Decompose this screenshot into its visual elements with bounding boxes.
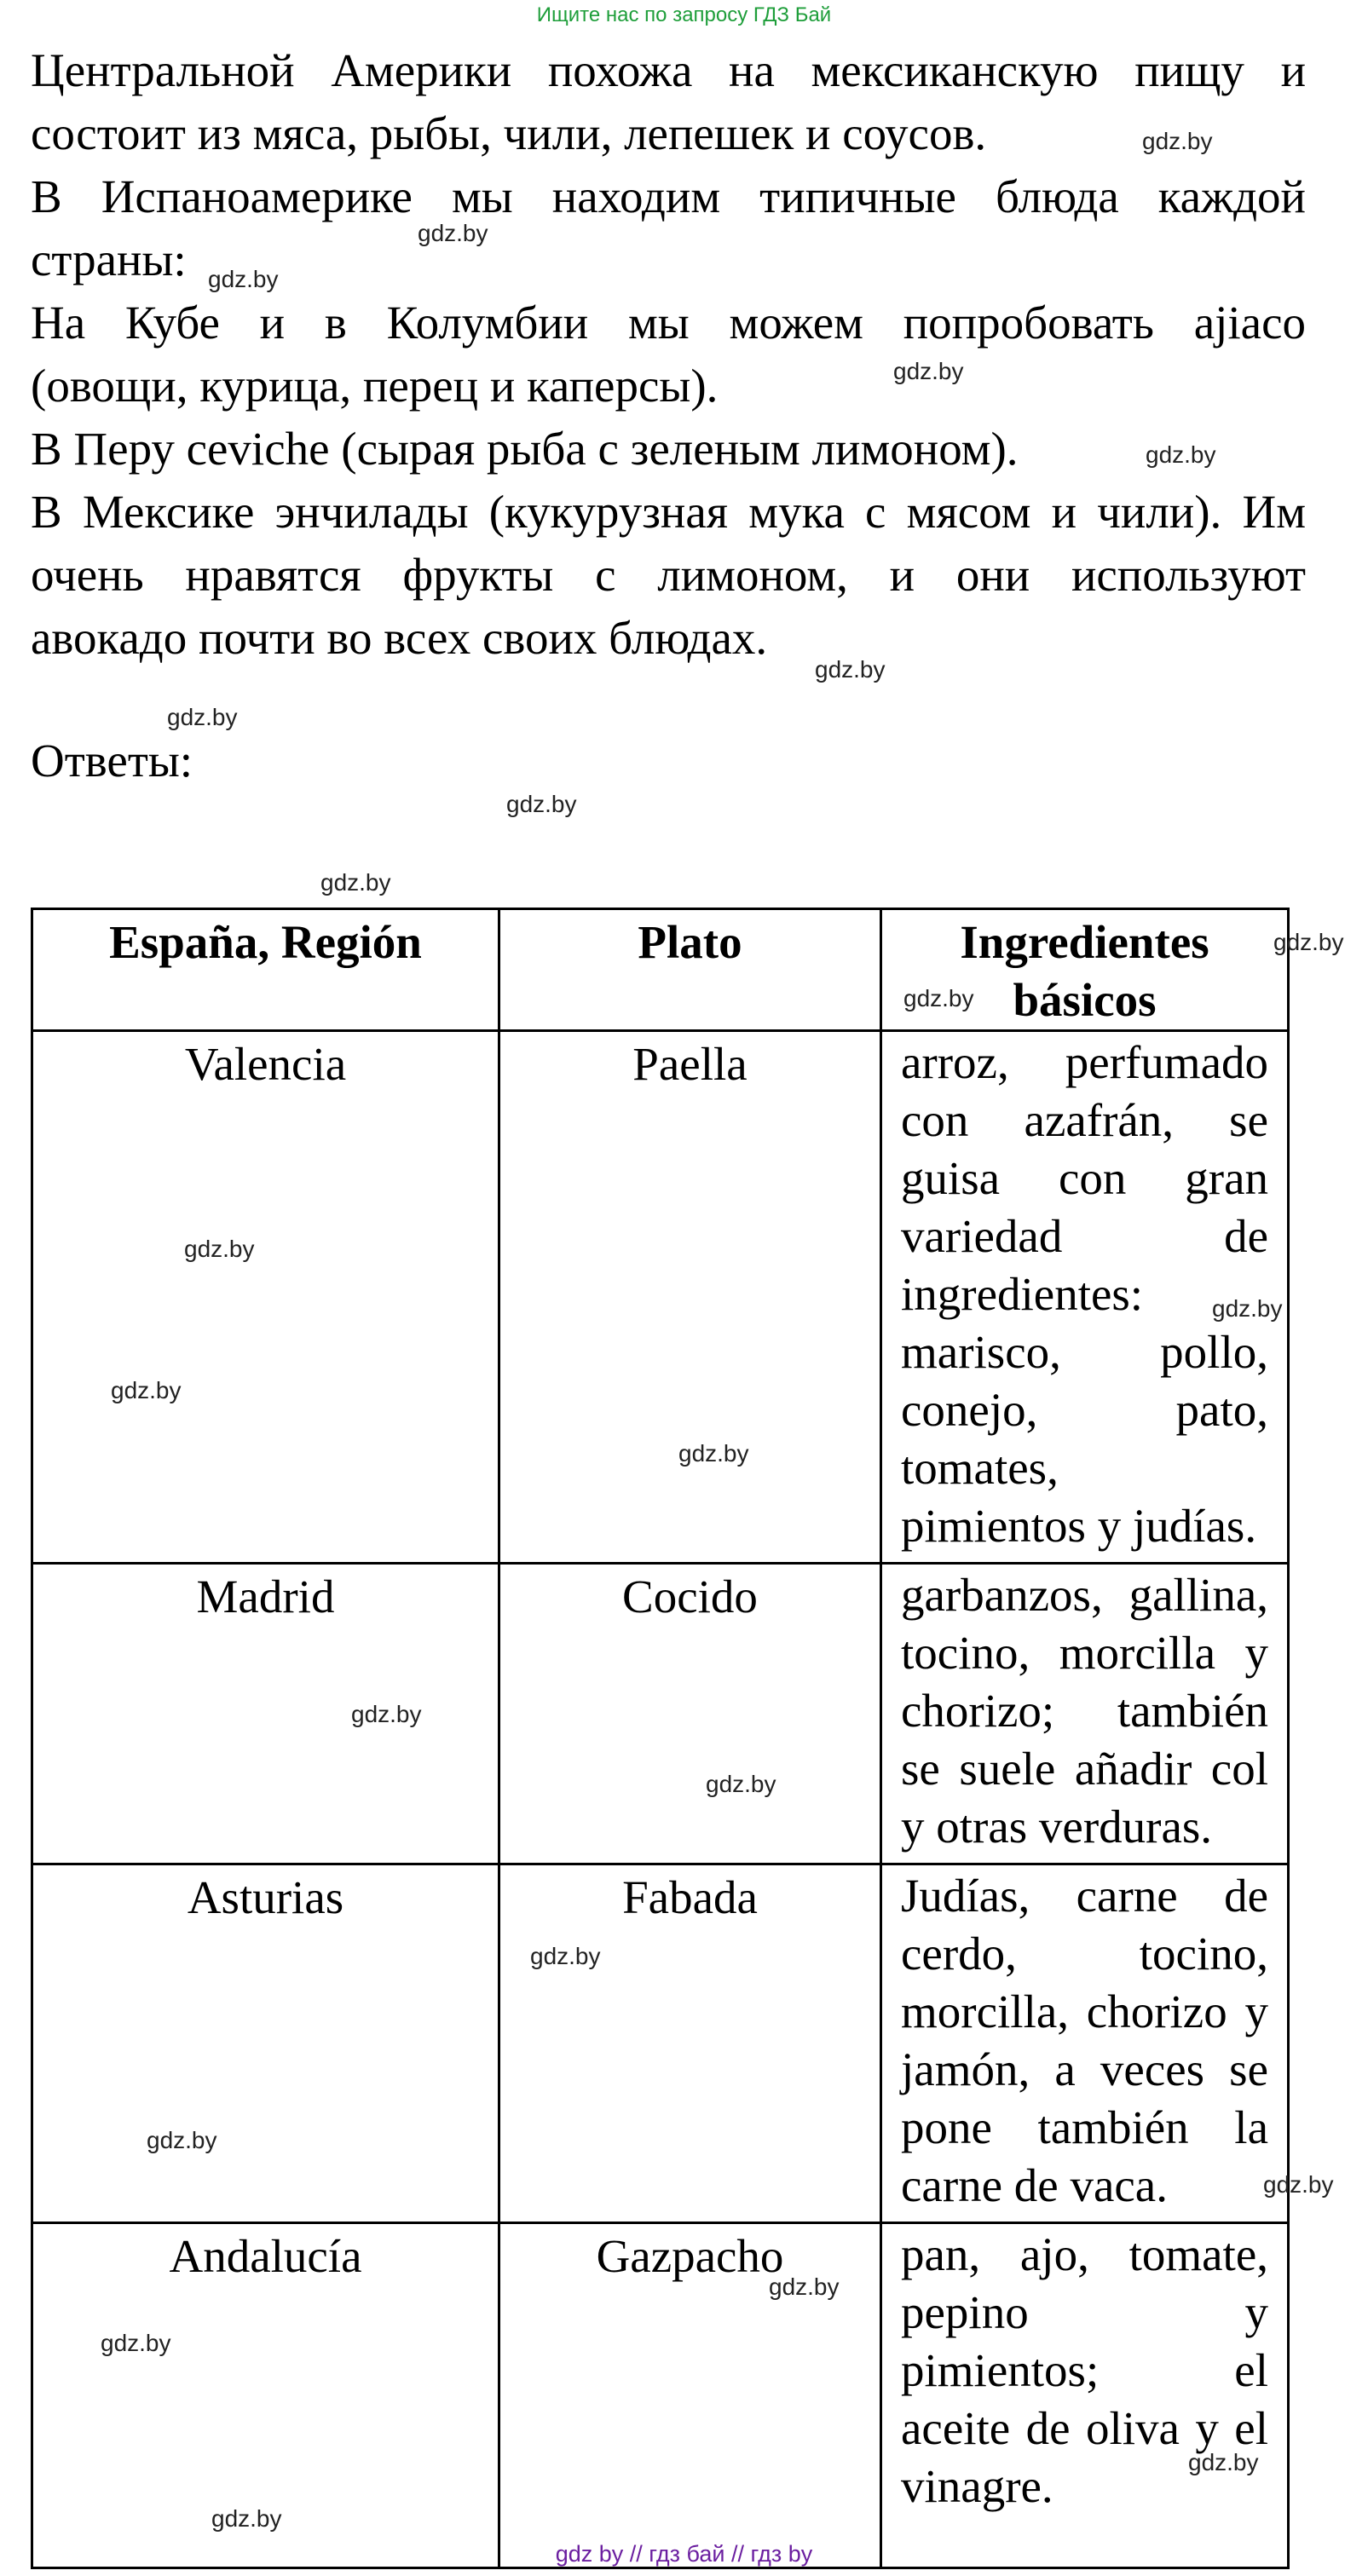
ingredients-line: conejo, pato, xyxy=(901,1384,1268,1436)
paragraph-line: Центральной Америки похожа на мексиканскую пищу и xyxy=(31,44,1306,96)
cell-region: Madrid xyxy=(32,1564,499,1864)
watermark: gdz.by xyxy=(351,1701,422,1727)
paragraph-line: В Испаноамерике мы находим типичные блюда каждой xyxy=(31,170,1306,222)
ingredients-line: pepino y xyxy=(901,2286,1268,2338)
watermark: gdz.by xyxy=(167,704,238,730)
ingredients-line: arroz, perfumado xyxy=(901,1036,1268,1088)
ingredients-line: vinagre. xyxy=(901,2460,1053,2512)
watermark: gdz.by xyxy=(184,1236,255,1262)
header-ingredients-line: Ingredientes xyxy=(960,916,1209,968)
watermark: gdz.by xyxy=(530,1943,601,1969)
watermark: gdz.by xyxy=(101,2330,171,2356)
watermark: gdz.by xyxy=(211,2505,282,2532)
ingredients-line: se suele añadir col xyxy=(901,1743,1268,1795)
watermark: gdz.by xyxy=(111,1377,182,1403)
cell-region: Valencia xyxy=(32,1031,499,1564)
ingredients-line: variedad de xyxy=(901,1210,1268,1262)
ingredients-line: pimientos y judías. xyxy=(901,1500,1257,1552)
cell-dish: Fabada xyxy=(499,1864,881,2223)
ingredients-line: garbanzos, gallina, xyxy=(901,1569,1268,1621)
watermark: gdz.by xyxy=(208,266,279,292)
ingredients-line: pimientos; el xyxy=(901,2344,1268,2396)
header-region: España, Región xyxy=(32,909,499,1031)
paragraph-cuba-colombia xyxy=(31,291,1306,418)
header-ingredients xyxy=(881,909,1289,1031)
watermark: gdz.by xyxy=(1188,2449,1259,2475)
paragraph-mexico xyxy=(31,481,1306,670)
ingredients-line: ingredientes: xyxy=(901,1268,1144,1320)
table-row xyxy=(32,1031,1289,1564)
paragraph-line: В Перу ceviche (сырая рыба с зеленым лимоном). xyxy=(31,423,1019,475)
cell-ingredients xyxy=(881,2223,1289,2568)
ingredients-line: carne de vaca. xyxy=(901,2159,1168,2211)
ingredients-line: Judías, carne de xyxy=(901,1870,1268,1922)
ingredients-line: y otras verduras. xyxy=(901,1801,1213,1853)
paragraph-line: (овощи, курица, перец и каперсы). xyxy=(31,360,719,412)
watermark: gdz.by xyxy=(678,1440,749,1467)
watermark: gdz.by xyxy=(320,869,391,896)
paragraph-line: авокадо почти во всех своих блюдах. xyxy=(31,612,768,664)
cell-dish: Paella xyxy=(499,1031,881,1564)
watermark: gdz.by xyxy=(147,2127,217,2153)
paragraph-line: очень нравятся фрукты с лимоном, и они используют xyxy=(31,549,1306,601)
watermark: gdz.by xyxy=(706,1771,776,1797)
watermark: gdz.by xyxy=(893,358,964,384)
answers-label: Ответы: xyxy=(31,735,193,787)
watermark: gdz.by xyxy=(815,656,886,683)
header-ingredients-line: básicos xyxy=(1013,974,1157,1026)
ingredients-line: pone también la xyxy=(901,2101,1268,2153)
ingredients-line: guisa con gran xyxy=(901,1152,1268,1204)
ingredients-line: morcilla, chorizo y xyxy=(901,1985,1268,2037)
cell-region: Asturias xyxy=(32,1864,499,2223)
top-search-hint-link[interactable]: Ищите нас по запросу ГДЗ Бай xyxy=(536,3,832,26)
paragraph-line: состоит из мяса, рыбы, чили, лепешек и соусов. xyxy=(31,107,987,159)
paragraph-peru xyxy=(31,418,1306,481)
ingredients-line: tomates, xyxy=(901,1442,1059,1494)
cell-dish: Cocido xyxy=(499,1564,881,1864)
watermark: gdz.by xyxy=(506,791,577,817)
header-dish: Plato xyxy=(499,909,881,1031)
watermark: gdz.by xyxy=(1273,929,1344,955)
cell-ingredients xyxy=(881,1564,1289,1864)
watermark: gdz.by xyxy=(769,2273,840,2300)
watermark: gdz.by xyxy=(418,220,488,246)
table-row xyxy=(32,1864,1289,2223)
watermark: gdz.by xyxy=(1146,441,1216,468)
ingredients-line: pan, ajo, tomate, xyxy=(901,2228,1268,2280)
footer-link[interactable]: gdz by // гдз бай // гдз by xyxy=(555,2541,813,2567)
cell-ingredients xyxy=(881,1864,1289,2223)
watermark: gdz.by xyxy=(1142,128,1213,154)
paragraph-central-america xyxy=(31,39,1306,165)
watermark: gdz.by xyxy=(1212,1295,1283,1322)
table-header-row xyxy=(32,909,1289,1031)
cell-dish: Gazpacho xyxy=(499,2223,881,2568)
table-row xyxy=(32,1564,1289,1864)
watermark: gdz.by xyxy=(903,985,974,1011)
paragraph-line: На Кубе и в Колумбии мы можем попробовать ajiaco xyxy=(31,297,1306,349)
ingredients-line: chorizo; también xyxy=(901,1685,1268,1737)
paragraph-line: В Мексике энчилады (кукурузная мука с мясом и чили). Им xyxy=(31,486,1306,538)
ingredients-line: cerdo, tocino, xyxy=(901,1928,1268,1980)
cell-region: Andalucía xyxy=(32,2223,499,2568)
ingredients-line: jamón, a veces se xyxy=(901,2043,1268,2095)
watermark: gdz.by xyxy=(1263,2171,1334,2198)
ingredients-line: con azafrán, se xyxy=(901,1094,1268,1146)
dishes-table xyxy=(31,908,1290,2569)
ingredients-line: tocino, morcilla y xyxy=(901,1627,1268,1679)
paragraph-line: страны: xyxy=(31,233,187,285)
ingredients-line: marisco, pollo, xyxy=(901,1326,1268,1378)
ingredients-line: aceite de oliva y el xyxy=(901,2402,1268,2454)
